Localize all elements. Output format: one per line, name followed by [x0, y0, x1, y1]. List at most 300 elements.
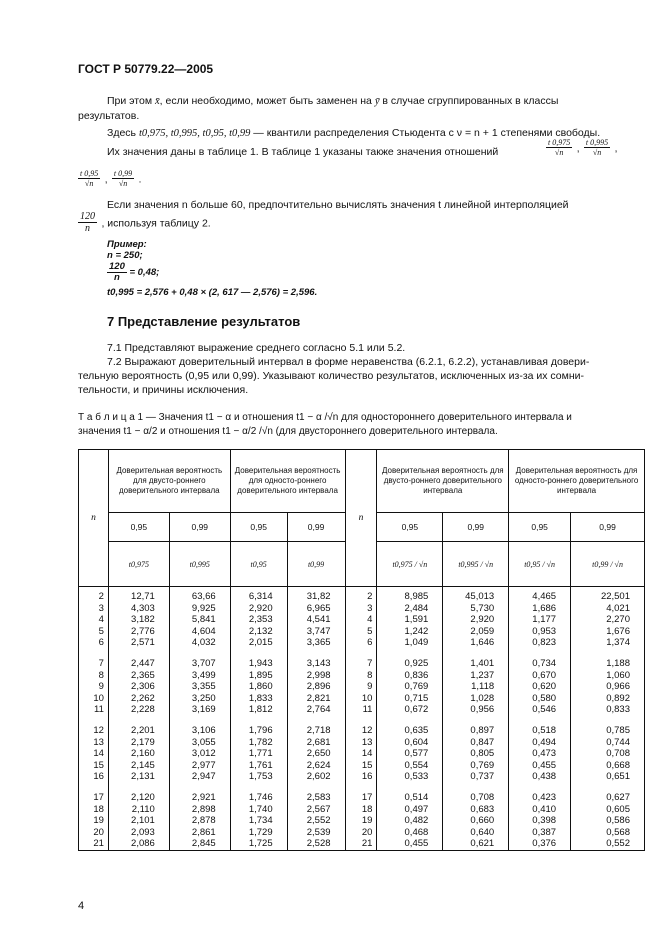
table-cell: 0,518	[532, 724, 557, 736]
example-title: Пример:	[107, 239, 147, 250]
table-cell: 1,188	[606, 657, 630, 669]
table-cell: 4,303	[131, 602, 155, 614]
table-cell: 2,920	[470, 614, 495, 626]
table-cell: 14	[361, 748, 373, 760]
table-cell: 0,546	[532, 704, 557, 716]
table-cell: 5,841	[191, 614, 216, 626]
table-block	[571, 792, 630, 850]
table-cell: 2	[98, 591, 104, 602]
table-cell: 1,729	[248, 826, 273, 838]
table-cell: 0,627	[606, 791, 630, 803]
table-cell: 13	[93, 736, 104, 748]
table-cell: 20	[93, 826, 104, 838]
table-cell: 2,447	[131, 657, 155, 669]
table-cell: 21	[361, 838, 373, 850]
table-cell: 3	[98, 602, 104, 614]
table-cell: 17	[93, 791, 104, 803]
example-line1: n = 250;	[107, 250, 143, 261]
table-block	[79, 725, 104, 783]
table-cell: 1,676	[606, 625, 630, 637]
table-cell: 0,604	[404, 736, 429, 748]
table-cell: 0,833	[606, 704, 630, 716]
table-cell: 1,242	[404, 625, 429, 637]
table-cell: 9	[98, 681, 104, 693]
table-cell: 2,059	[470, 625, 495, 637]
paragraph-2	[107, 126, 600, 141]
table-cell: 0,568	[606, 826, 630, 838]
table-cell: 2	[367, 591, 373, 602]
table-block	[346, 658, 373, 716]
table-cell: 14	[93, 748, 104, 760]
table-cell: 7	[98, 657, 104, 669]
table-cell: 1,734	[248, 815, 273, 827]
paragraph-7-2-line1: 7.2 Выражают доверительный интервал в форме неравенства (6.2.1, 6.2.2), устанавливая довери-	[107, 356, 590, 368]
table-cell: 1,725	[248, 838, 273, 850]
table-cell: 2,571	[131, 637, 155, 649]
t0995-column	[169, 587, 230, 851]
p1-line2: результатов.	[78, 110, 140, 122]
ratio-t0975-column	[377, 587, 443, 851]
table-block	[509, 658, 556, 716]
table-cell: 0,708	[470, 791, 495, 803]
p1-text-c: в случае сгруппированных в классы	[382, 95, 559, 107]
table-cell: 0,455	[404, 838, 429, 850]
table-cell: 3,055	[191, 736, 216, 748]
table-block	[170, 591, 216, 649]
ratio-fractions-row1: $\frac{t 0,975}{√n}$ , $\frac{t 0,995}{√n}$ ,	[548, 138, 618, 157]
table-cell: 0,897	[470, 724, 495, 736]
table-cell: 63,66	[191, 591, 216, 602]
ratio-fractions-row2: $\frac{t 0,95}{√n}$ , $\frac{t 0,99}{√n}$ .	[80, 169, 142, 188]
table-cell: 2,998	[306, 669, 331, 681]
prob-label: 0,95	[230, 513, 287, 542]
table-cell: 9	[367, 681, 373, 693]
n-column-2	[345, 587, 377, 851]
table-cell: 0,494	[532, 736, 557, 748]
table-block	[377, 658, 428, 716]
table-cell: 4,604	[191, 625, 216, 637]
table-block	[231, 658, 273, 716]
table-block	[346, 792, 373, 850]
student-quantiles-table	[78, 449, 645, 851]
prob-label: 0,95	[509, 513, 571, 542]
ratio-label: t0,975 / √n	[377, 542, 443, 587]
ratio-label: t0,95 / √n	[509, 542, 571, 587]
table-cell: 5	[98, 625, 104, 637]
table-cell: 4	[367, 614, 373, 626]
table-cell: 2,896	[306, 681, 331, 693]
table-cell: 10	[361, 692, 373, 704]
fraction-t095: $\frac{t 0,95}{√n}$	[80, 169, 99, 188]
document-header: ГОСТ Р 50779.22—2005	[78, 62, 214, 76]
table-block	[443, 658, 494, 716]
table-cell: 0,398	[532, 815, 557, 827]
table-cell: 17	[361, 791, 373, 803]
table-cell: 8	[367, 669, 373, 681]
table-cell: 4,465	[532, 591, 557, 602]
example-line2	[107, 262, 317, 283]
ratio-t095-column	[509, 587, 571, 851]
table-cell: 0,586	[606, 815, 630, 827]
p1-text-a: При этом	[107, 95, 153, 107]
table-cell: 15	[361, 759, 373, 771]
table-cell: 2,718	[306, 724, 331, 736]
prob-label: 0,99	[571, 513, 645, 542]
table-cell: 0,640	[470, 826, 495, 838]
table-cell: 11	[362, 704, 373, 716]
table-cell: 2,776	[131, 625, 155, 637]
table-cell: 0,621	[470, 838, 495, 850]
table-cell: 1,771	[248, 748, 273, 760]
table-cell: 0,468	[404, 826, 429, 838]
table-cell: 4,032	[191, 637, 216, 649]
ratio-t099-column	[571, 587, 645, 851]
table-cell: 4,021	[606, 602, 630, 614]
fraction-t0975: $\frac{t 0,975}{√n}$	[548, 138, 571, 157]
symbol-label: t0,995	[169, 542, 230, 587]
symbol-label: t0,95	[230, 542, 287, 587]
table-cell: 1,401	[470, 657, 495, 669]
table-cell: 13	[361, 736, 373, 748]
table-cell: 6,965	[306, 602, 331, 614]
table-cell: 2,015	[248, 637, 273, 649]
table-cell: 11	[94, 704, 104, 716]
table-cell: 2,528	[306, 838, 331, 850]
table-cell: 0,660	[470, 815, 495, 827]
n-header-2: n	[345, 450, 377, 587]
table-block	[288, 792, 331, 850]
table-cell: 2,270	[606, 614, 630, 626]
table-block	[377, 591, 428, 649]
table-cell: 2,539	[306, 826, 331, 838]
table-cell: 19	[93, 815, 104, 827]
table-cell: 21	[93, 838, 104, 850]
table-cell: 1,049	[404, 637, 429, 649]
table-cell: 0,956	[470, 704, 495, 716]
table-cell: 0,577	[404, 748, 429, 760]
table-cell: 2,898	[191, 803, 216, 815]
table-cell: 2,160	[131, 748, 155, 760]
table-block	[170, 792, 216, 850]
table-cell: 10	[93, 692, 104, 704]
symbol-label: t0,975	[108, 542, 169, 587]
table-cell: 2,552	[306, 815, 331, 827]
t095-column	[230, 587, 287, 851]
table-body-row	[79, 587, 645, 851]
table-cell: 0,497	[404, 803, 429, 815]
table-caption-line2: значения t1 − α/2 и отношения t1 − α/2 /√n (для двустороннего доверительного интервала.	[78, 426, 498, 437]
table-cell: 0,423	[532, 791, 557, 803]
table-cell: 16	[361, 771, 373, 783]
table-cell: 3,106	[191, 724, 216, 736]
table-cell: 0,376	[532, 838, 557, 850]
table-block	[109, 792, 155, 850]
table-cell: 1,237	[470, 669, 495, 681]
table-cell: 0,953	[532, 625, 557, 637]
table-block	[231, 725, 273, 783]
table-cell: 0,672	[404, 704, 429, 716]
p2-quantiles: t0,975, t0,995, t0,95, t0,99	[138, 128, 251, 139]
n-header: n	[79, 450, 109, 587]
table-cell: 0,708	[606, 748, 630, 760]
table-cell: 2,845	[191, 838, 216, 850]
var-y-bar: ȳ	[374, 96, 380, 107]
table-cell: 1,753	[248, 771, 273, 783]
table-cell: 2,567	[306, 803, 331, 815]
table-cell: 2,484	[404, 602, 429, 614]
table-cell: 31,82	[306, 591, 331, 602]
table-cell: 1,740	[248, 803, 273, 815]
table-cell: 1,796	[248, 724, 273, 736]
table-cell: 0,683	[470, 803, 495, 815]
table-cell: 2,306	[131, 681, 155, 693]
table-cell: 2,110	[131, 803, 155, 815]
table-cell: 6	[367, 637, 373, 649]
table-block	[509, 792, 556, 850]
table-block	[109, 658, 155, 716]
t0975-column	[108, 587, 169, 851]
table-cell: 2,179	[131, 736, 155, 748]
table-cell: 12	[93, 724, 104, 736]
paragraph-4: Если значения n больше 60, предпочтительно вычислять значения t линейной интерполяцией	[107, 199, 569, 211]
table-cell: 3,707	[191, 657, 216, 669]
table-block	[288, 591, 331, 649]
table-cell: 3,169	[191, 704, 216, 716]
table-cell: 2,228	[131, 704, 155, 716]
table-cell: 5	[367, 625, 373, 637]
table-cell: 0,580	[532, 692, 557, 704]
table-cell: 20	[361, 826, 373, 838]
table-cell: 0,651	[606, 771, 630, 783]
table-cell: 3,747	[306, 625, 331, 637]
example-line2-tail: = 0,48;	[129, 267, 160, 279]
one-sided-header-2: Доверительная вероятность для односто-роннего доверительного интервала	[509, 450, 645, 513]
table-cell: 1,591	[404, 614, 429, 626]
table-cell: 1,860	[248, 681, 273, 693]
ratio-label: t0,995 / √n	[443, 542, 509, 587]
table-cell: 1,746	[248, 791, 273, 803]
table-cell: 2,353	[248, 614, 273, 626]
table-block	[443, 792, 494, 850]
table-block	[443, 591, 494, 649]
table-cell: 19	[361, 815, 373, 827]
table-cell: 0,836	[404, 669, 429, 681]
table-caption-line1: Т а б л и ц а 1 — Значения t1 − α и отношения t1 − α /√n для одностороннего доверительного интервала и	[78, 412, 572, 423]
table-block	[377, 792, 428, 850]
table-cell: 2,132	[248, 625, 273, 637]
table-cell: 0,473	[532, 748, 557, 760]
table-cell: 0,455	[532, 759, 557, 771]
table-block	[346, 591, 373, 649]
table-cell: 3,182	[131, 614, 155, 626]
table-cell: 2,101	[131, 815, 155, 827]
table-cell: 0,552	[606, 838, 630, 850]
n-column	[79, 587, 109, 851]
table-cell: 1,374	[606, 637, 630, 649]
table-block	[509, 725, 556, 783]
table-cell: 1,177	[532, 614, 557, 626]
table-cell: 2,624	[306, 759, 331, 771]
table-cell: 3,499	[191, 669, 216, 681]
table-cell: 2,120	[131, 791, 155, 803]
two-sided-header: Доверительная вероятность для двусто-роннего доверительного интервала	[108, 450, 230, 513]
paragraph-1	[107, 94, 558, 109]
table-cell: 15	[93, 759, 104, 771]
table-cell: 6	[98, 637, 104, 649]
table-cell: 8,985	[404, 591, 429, 602]
table-cell: 0,554	[404, 759, 429, 771]
table-cell: 2,131	[131, 771, 155, 783]
table-cell: 0,805	[470, 748, 495, 760]
prob-label: 0,99	[287, 513, 345, 542]
table-cell: 4,541	[306, 614, 331, 626]
table-cell: 0,925	[404, 657, 429, 669]
table-block	[346, 725, 373, 783]
table-cell: 3,143	[306, 657, 331, 669]
two-sided-header-2: Доверительная вероятность для двусто-роннего доверительного интервала	[377, 450, 509, 513]
p2-text-a: Здесь	[107, 127, 137, 139]
table-cell: 0,892	[606, 692, 630, 704]
page-number: 4	[78, 900, 85, 912]
table-cell: 0,966	[606, 681, 630, 693]
table-cell: 1,028	[470, 692, 495, 704]
table-block	[571, 591, 630, 649]
prob-label: 0,95	[377, 513, 443, 542]
table-cell: 0,410	[532, 803, 557, 815]
example-fraction: $\frac{120}{n}$	[109, 261, 125, 283]
table-cell: 2,878	[191, 815, 216, 827]
table-cell: 12	[361, 724, 373, 736]
table-cell: 2,861	[191, 826, 216, 838]
table-block	[377, 725, 428, 783]
table-cell: 3,365	[306, 637, 331, 649]
table-cell: 0,785	[606, 724, 630, 736]
table-cell: 0,670	[532, 669, 557, 681]
symbol-label: t0,99	[287, 542, 345, 587]
example-line3: t0,995 = 2,576 + 0,48 × (2, 617 — 2,576) = 2,596.	[107, 287, 318, 298]
table-cell: 1,118	[471, 681, 495, 693]
table-block	[79, 658, 104, 716]
table-cell: 7	[367, 657, 373, 669]
fraction-t0995: $\frac{t 0,995}{√n}$	[585, 138, 609, 157]
table-cell: 3,012	[191, 748, 216, 760]
table-block	[288, 658, 331, 716]
table-cell: 0,514	[404, 791, 429, 803]
table-cell: 0,847	[470, 736, 495, 748]
table-block	[443, 725, 494, 783]
table-block	[231, 792, 273, 850]
table-cell: 18	[93, 803, 104, 815]
table-cell: 9,925	[191, 602, 216, 614]
table-cell: 0,438	[532, 771, 557, 783]
p1-text-b: , если необходимо, может быть заменен на	[159, 95, 372, 107]
table-block	[79, 591, 104, 649]
table-cell: 0,387	[532, 826, 557, 838]
table-cell: 0,668	[606, 759, 630, 771]
table-cell: 12,71	[131, 591, 155, 602]
table-cell: 2,921	[191, 791, 216, 803]
table-cell: 2,365	[131, 669, 155, 681]
table-cell: 1,646	[470, 637, 495, 649]
table-cell: 6,314	[248, 591, 273, 602]
table-cell: 0,715	[404, 692, 429, 704]
prob-label: 0,99	[443, 513, 509, 542]
table-block	[109, 591, 155, 649]
paragraph-7-2-line3: тельности, и причины исключения.	[78, 384, 249, 396]
table-block	[509, 591, 556, 649]
table-cell: 2,650	[306, 748, 331, 760]
table-cell: 2,977	[191, 759, 216, 771]
paragraph-3: Их значения даны в таблице 1. В таблице 1 указаны также значения отношений	[107, 146, 499, 158]
ratio-t0995-column	[443, 587, 509, 851]
table-cell: 0,482	[404, 815, 429, 827]
prob-label: 0,95	[108, 513, 169, 542]
fraction-120-n: $\frac{120}{n}$	[80, 211, 95, 234]
table-cell: 2,262	[131, 692, 155, 704]
table-cell: 2,086	[131, 838, 155, 850]
table-cell: 0,620	[532, 681, 557, 693]
table-block	[288, 725, 331, 783]
p4-tail: , используя таблицу 2.	[101, 217, 211, 230]
table-cell: 2,602	[306, 771, 331, 783]
table-cell: 0,744	[606, 736, 630, 748]
table-cell: 1,761	[248, 759, 273, 771]
table-cell: 3,355	[191, 681, 216, 693]
table-cell: 0,605	[606, 803, 630, 815]
prob-label: 0,99	[169, 513, 230, 542]
table-block	[231, 591, 273, 649]
table-cell: 0,734	[532, 657, 557, 669]
paragraph-7-2-line2: тельную вероятность (0,95 или 0,99). Указывают количество результатов, исключенных из-за их сомни-	[78, 370, 585, 382]
table-cell: 1,943	[248, 657, 273, 669]
table-cell: 3	[367, 602, 373, 614]
ratio-label: t0,99 / √n	[571, 542, 645, 587]
table-cell: 45,013	[465, 591, 495, 602]
table-cell: 2,583	[306, 791, 331, 803]
table-cell: 0,635	[404, 724, 429, 736]
table-cell: 1,812	[248, 704, 273, 716]
table-cell: 1,686	[532, 602, 557, 614]
var-x-bar: x̄	[154, 96, 160, 107]
table-cell: 4	[98, 614, 104, 626]
table-cell: 8	[98, 669, 104, 681]
table-cell: 5,730	[470, 602, 495, 614]
table-cell: 1,060	[606, 669, 630, 681]
table-cell: 0,769	[470, 759, 495, 771]
t099-column	[287, 587, 345, 851]
table-block	[79, 792, 104, 850]
table-cell: 2,681	[306, 736, 331, 748]
table-cell: 2,947	[191, 771, 216, 783]
table-cell: 0,737	[470, 771, 495, 783]
p4-line2	[78, 211, 211, 234]
table-cell: 0,769	[404, 681, 429, 693]
table-cell: 18	[361, 803, 373, 815]
table-cell: 2,145	[131, 759, 155, 771]
table-block	[170, 725, 216, 783]
p2-text-b: — квантили распределения Стьюдента с ν = n + 1 степенями свободы.	[253, 127, 601, 139]
one-sided-header: Доверительная вероятность для односто-роннего доверительного интервала	[230, 450, 345, 513]
section-title: 7 Представление результатов	[107, 314, 301, 329]
fraction-t099: $\frac{t 0,99}{√n}$	[113, 169, 133, 188]
table-block	[170, 658, 216, 716]
paragraph-7-1: 7.1 Представляют выражение среднего согласно 5.1 или 5.2.	[107, 342, 406, 354]
table-cell: 0,533	[404, 771, 429, 783]
table-cell: 16	[93, 771, 104, 783]
table-cell: 2,821	[306, 692, 331, 704]
table-block	[109, 725, 155, 783]
table-block	[571, 658, 630, 716]
